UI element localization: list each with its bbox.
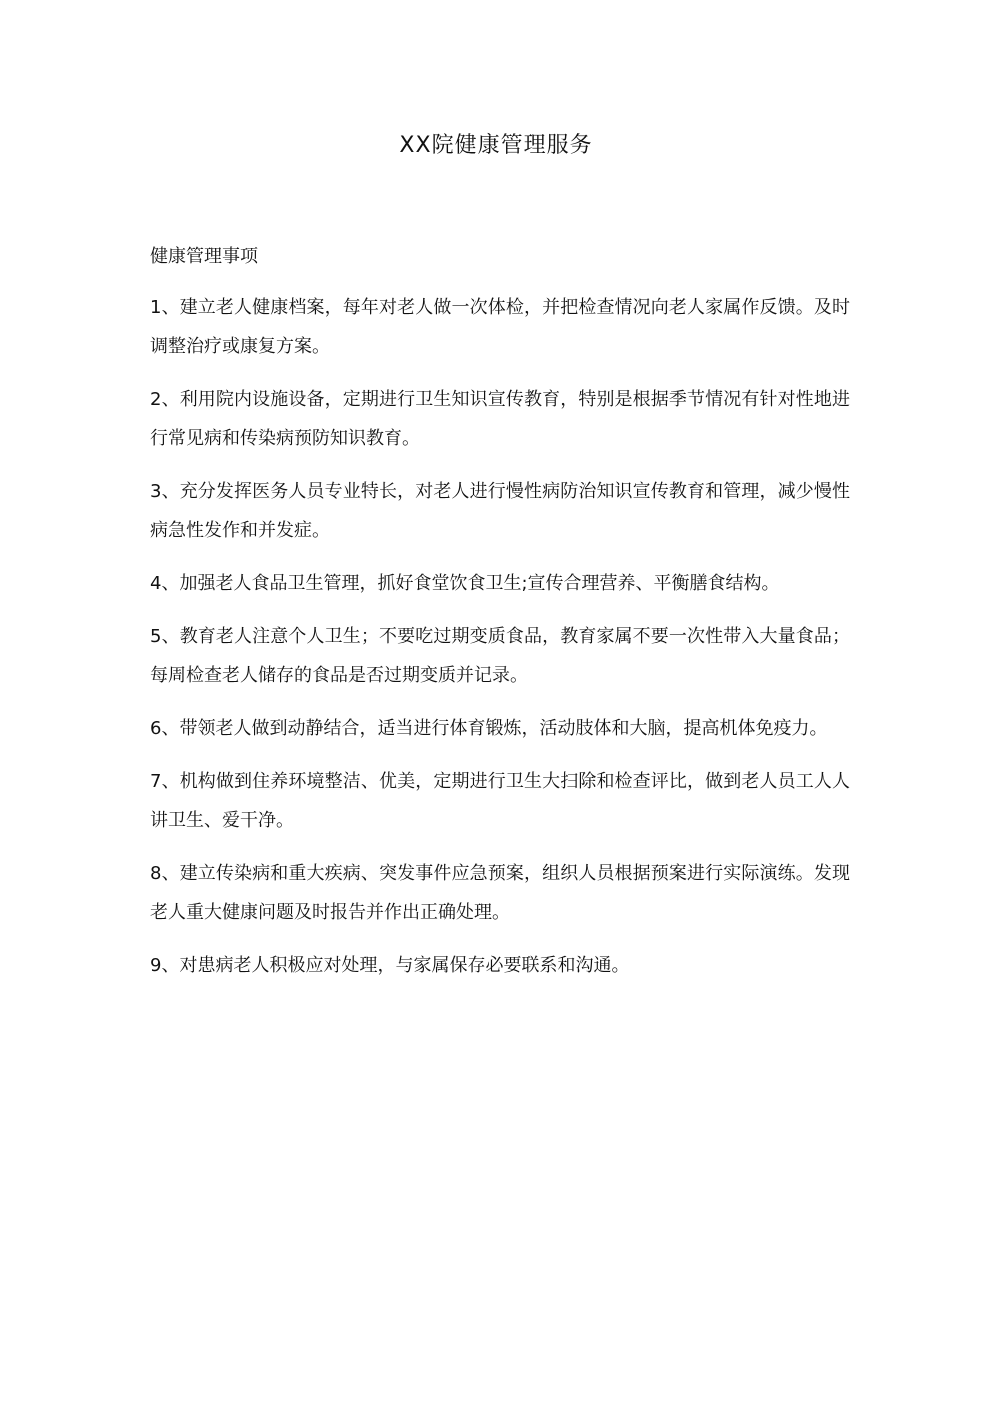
list-item-2: 2、利用院内设施设备，定期进行卫生知识宣传教育，特别是根据季节情况有针对性地进行常见病和传染病预防知识教育。 — [150, 389, 850, 449]
list-item-5: 5、教育老人注意个人卫生；不要吃过期变质食品，教育家属不要一次性带入大量食品；每周检查老人储存的食品是否过期变质并记录。 — [150, 626, 850, 686]
section-heading: 健康管理事项 — [150, 246, 258, 267]
list-item-8: 8、建立传染病和重大疾病、突发事件应急预案，组织人员根据预案进行实际演练。发现老人重大健康问题及时报告并作出正确处理。 — [150, 863, 850, 923]
list-item-9: 9、对患病老人积极应对处理，与家属保存必要联系和沟通。 — [150, 955, 630, 976]
list-item-6: 6、带领老人做到动静结合，适当进行体育锻炼，活动肢体和大脑，提高机体免疫力。 — [150, 718, 828, 739]
list-item-7: 7、机构做到住养环境整洁、优美，定期进行卫生大扫除和检查评比，做到老人员工人人讲卫生、爱干净。 — [150, 771, 850, 831]
list-item-3: 3、充分发挥医务人员专业特长，对老人进行慢性病防治知识宣传教育和管理，减少慢性病急性发作和并发症。 — [150, 481, 850, 541]
list-item-4: 4、加强老人食品卫生管理，抓好食堂饮食卫生;宣传合理营养、平衡膳食结构。 — [150, 573, 780, 594]
list-item-1: 1、建立老人健康档案，每年对老人做一次体检，并把检查情况向老人家属作反馈。及时调整治疗或康复方案。 — [150, 297, 850, 357]
document-body — [150, 240, 850, 999]
document-title: XX院健康管理服务 — [399, 133, 593, 158]
